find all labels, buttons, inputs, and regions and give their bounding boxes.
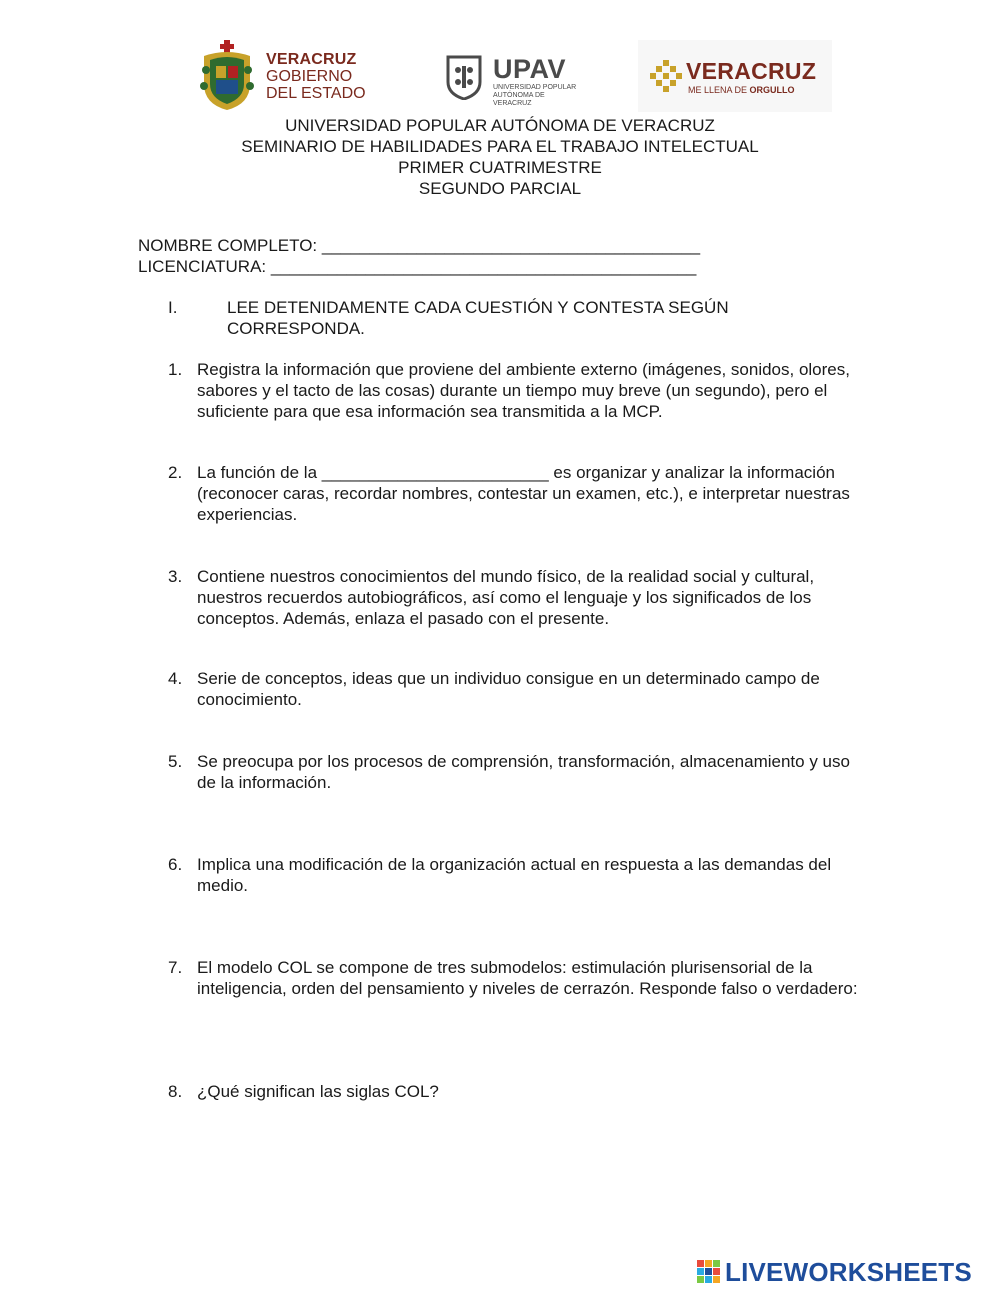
question-number: 1. bbox=[168, 360, 183, 379]
header-exam: SEGUNDO PARCIAL bbox=[418, 179, 582, 198]
gobierno-wordmark bbox=[266, 51, 366, 102]
veracruz-orgullo-title: VERACRUZ bbox=[686, 58, 817, 84]
document-header bbox=[0, 115, 1000, 199]
question-number: 7. bbox=[168, 958, 183, 977]
coat-of-arms-icon bbox=[198, 40, 256, 112]
gobierno-line2: GOBIERNO bbox=[266, 68, 353, 85]
question-text: Serie de conceptos, ideas que un individuo consigue en un determinado campo de conocimiento. bbox=[197, 669, 820, 709]
question-text[interactable]: La función de la ________________________ es organizar y analizar la información (reconocer caras, recordar nombres, contestar un examen, etc.), e interpretar nuestras experiencias. bbox=[197, 463, 850, 524]
licenciatura-field[interactable]: LICENCIATURA: _____________________________________________ bbox=[138, 257, 697, 276]
header-term: PRIMER CUATRIMESTRE bbox=[398, 158, 602, 177]
question-text: Contiene nuestros conocimientos del mundo físico, de la realidad social y cultural, nuestros recuerdos autobiográficos, así como el lenguaje y los significados de los conceptos. Además, enlaza el pasado con el presente. bbox=[197, 567, 815, 628]
upav-subtitle bbox=[493, 84, 585, 108]
header-university: UNIVERSIDAD POPULAR AUTÓNOMA DE VERACRUZ bbox=[285, 116, 715, 135]
shield-icon bbox=[445, 54, 483, 100]
gobierno-veracruz-logo bbox=[196, 38, 366, 114]
question-text: ¿Qué significan las siglas COL? bbox=[197, 1082, 439, 1101]
nombre-field[interactable]: NOMBRE COMPLETO: ________________________________________ bbox=[138, 236, 701, 255]
question-number: 5. bbox=[168, 752, 183, 771]
veracruz-orgullo-logo bbox=[638, 40, 832, 112]
upav-sub-line2: AUTÓNOMA DE VERACRUZ bbox=[493, 92, 545, 107]
question-text: Implica una modificación de la organización actual en respuesta a las demandas del medio. bbox=[197, 855, 832, 895]
gobierno-line3: DEL ESTADO bbox=[266, 85, 366, 102]
pattern-emblem-icon bbox=[650, 60, 682, 92]
liveworksheets-blocks-icon bbox=[697, 1260, 721, 1284]
question-number: 2. bbox=[168, 463, 183, 482]
question-number: 6. bbox=[168, 855, 183, 874]
liveworksheets-logo bbox=[697, 1257, 997, 1287]
question-number: 4. bbox=[168, 669, 183, 688]
upav-sub-line1: UNIVERSIDAD POPULAR bbox=[493, 84, 577, 91]
tagline-part-b: ORGULLO bbox=[749, 85, 795, 95]
question-number: 8. bbox=[168, 1082, 183, 1101]
question-number: 3. bbox=[168, 567, 183, 586]
upav-title: UPAV bbox=[493, 54, 567, 84]
header-course: SEMINARIO DE HABILIDADES PARA EL TRABAJO INTELECTUAL bbox=[241, 137, 759, 156]
upav-logo bbox=[445, 52, 585, 107]
liveworksheets-wordmark: LIVEWORKSHEETS bbox=[725, 1257, 972, 1287]
question-text: Registra la información que proviene del ambiente externo (imágenes, sonidos, olores, sabores y el tacto de las cosas) durante un tiempo muy breve (un segundo), pero el suficiente para que esa información sea transmitida a la MCP. bbox=[197, 360, 850, 421]
veracruz-orgullo-tagline bbox=[688, 85, 795, 95]
question-text: Se preocupa por los procesos de comprensión, transformación, almacenamiento y uso de la información. bbox=[197, 752, 850, 792]
instruction-text: LEE DETENIDAMENTE CADA CUESTIÓN Y CONTESTA SEGÚN CORRESPONDA. bbox=[227, 298, 729, 338]
question-text: El modelo COL se compone de tres submodelos: estimulación plurisensorial de la inteligencia, orden del pensamiento y niveles de cerrazón. Responde falso o verdadero: bbox=[197, 958, 858, 998]
instruction-number: I. bbox=[168, 298, 178, 317]
tagline-part-a: ME LLENA DE bbox=[688, 85, 750, 95]
gobierno-line1: VERACRUZ bbox=[266, 51, 357, 68]
